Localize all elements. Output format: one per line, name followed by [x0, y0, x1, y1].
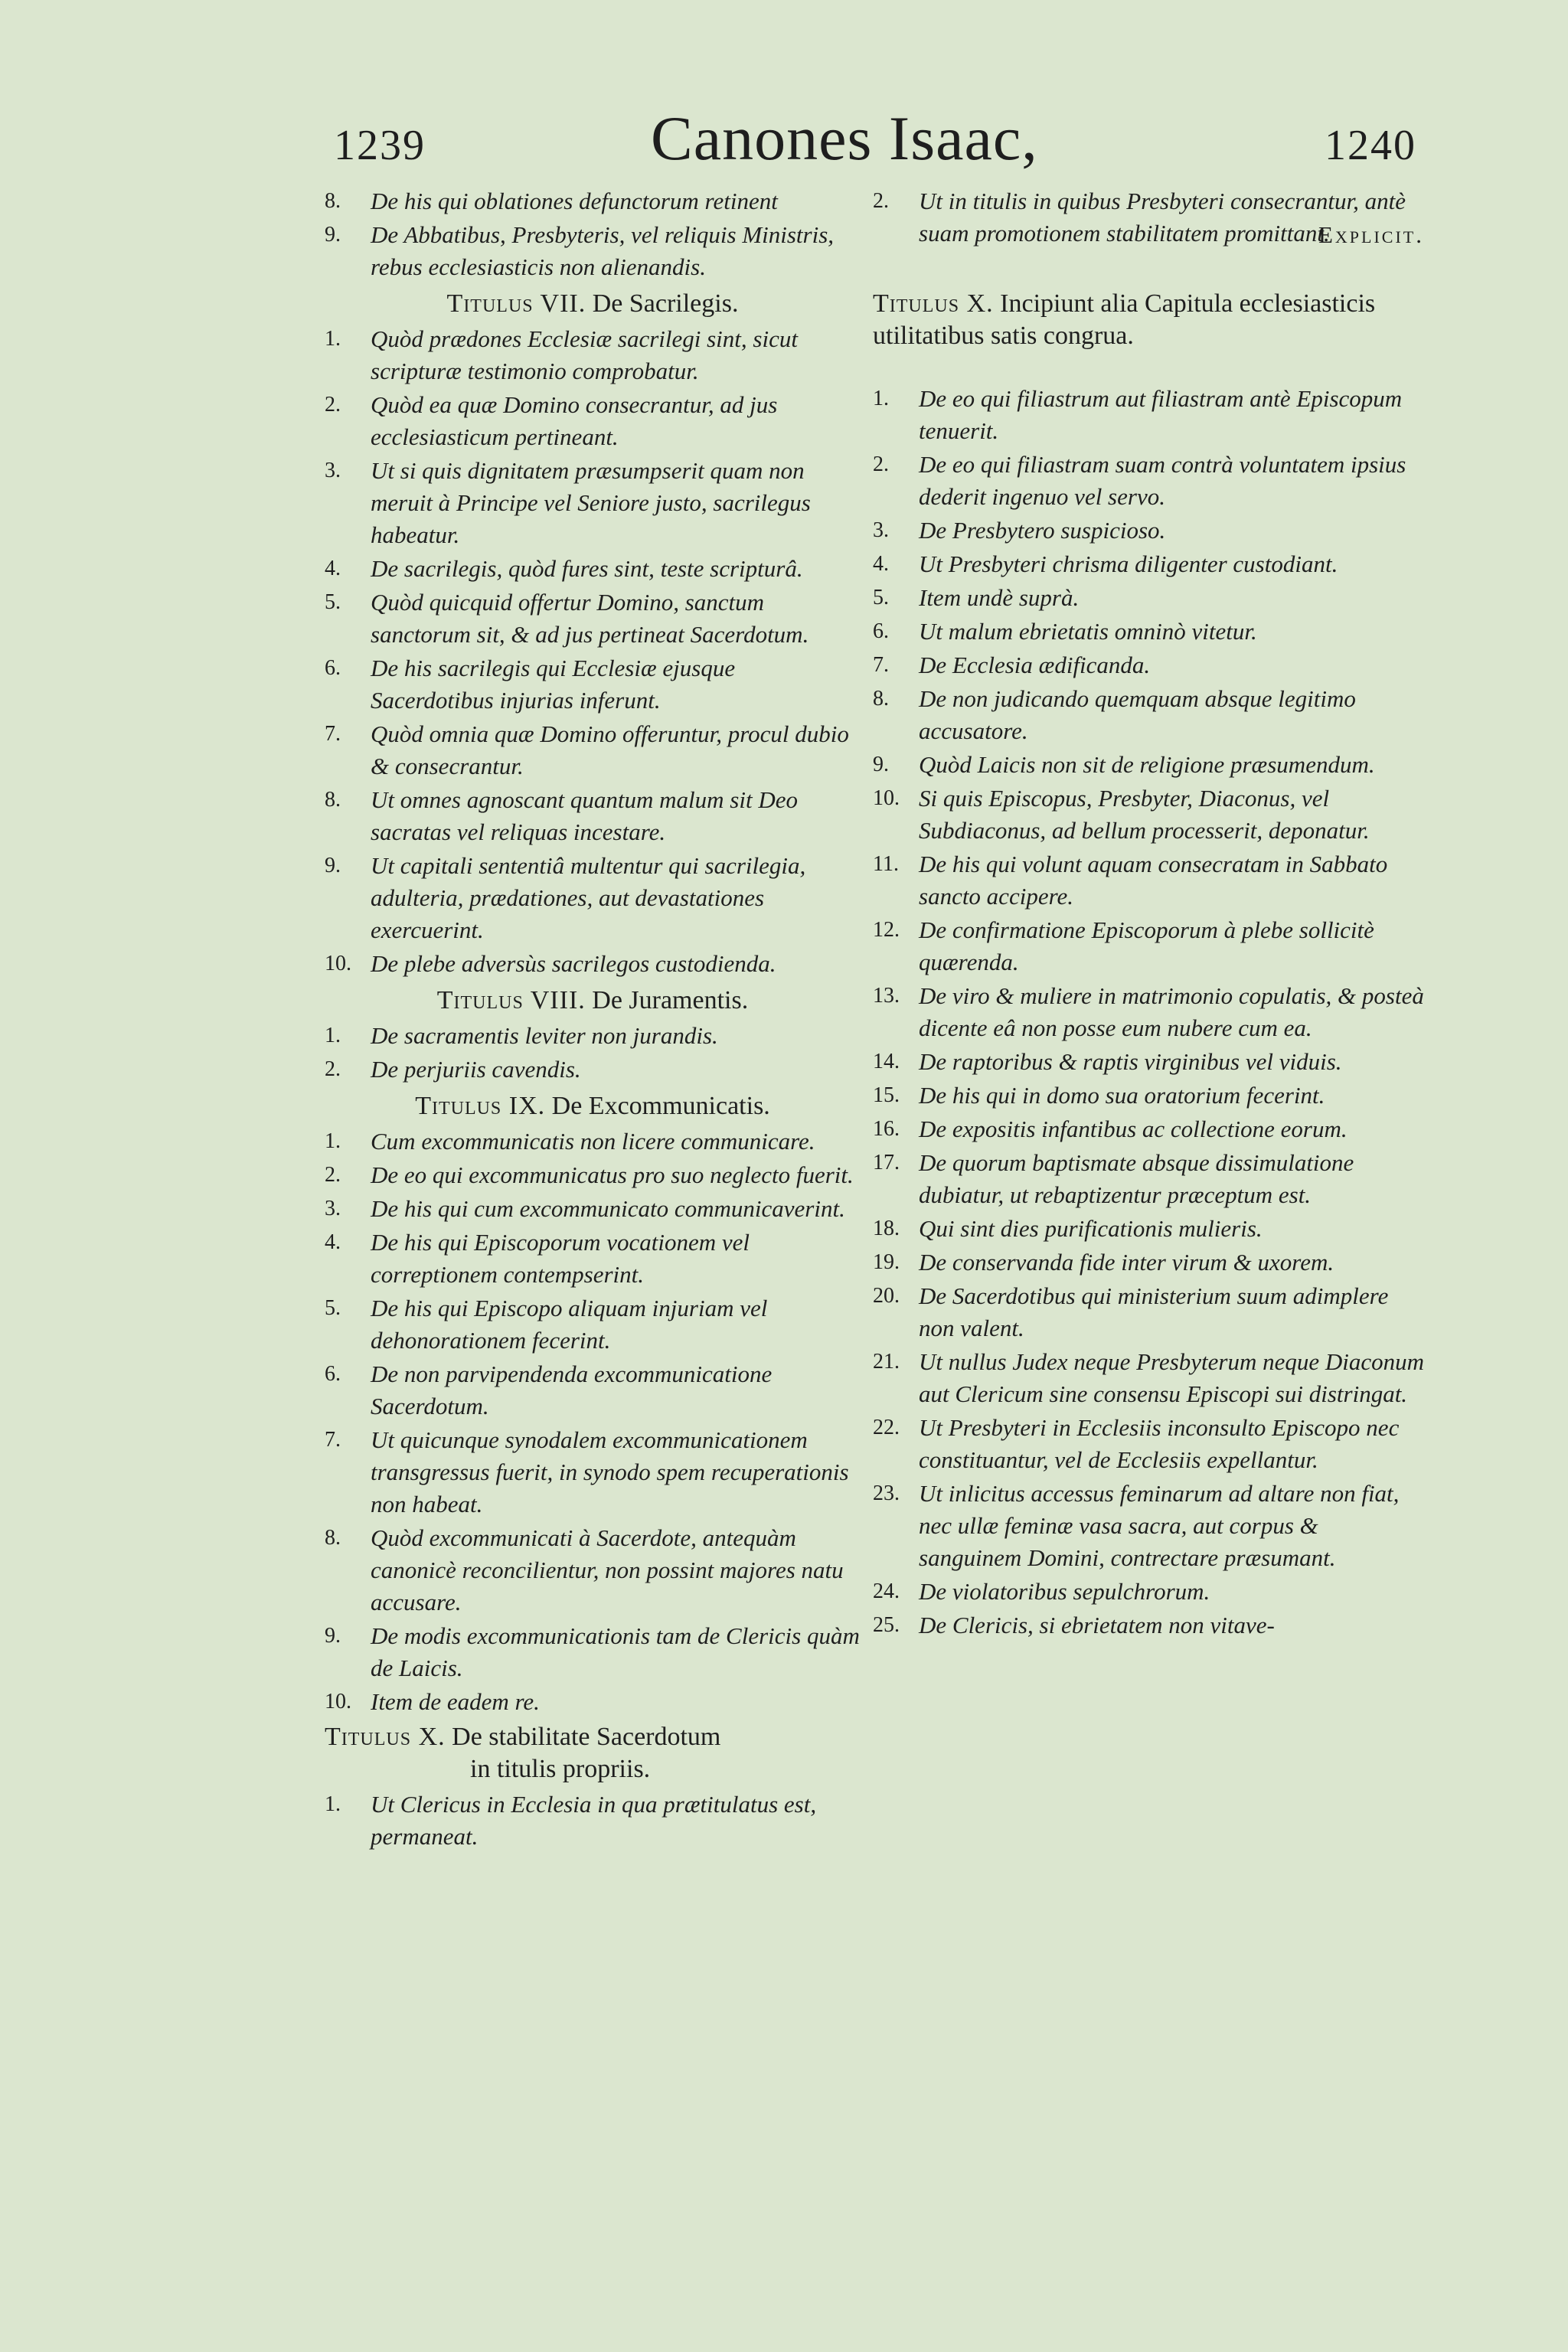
chapter-text: De Clericis, si ebrietatem non vitave- — [919, 1612, 1275, 1638]
chapter-entry — [873, 1609, 1424, 1642]
chapter-number: 16. — [873, 1117, 900, 1141]
chapter-number: 13. — [873, 984, 900, 1008]
chapter-number: 1. — [325, 1792, 341, 1816]
chapter-entry — [873, 1280, 1424, 1344]
section-heading: Titulus VIII. De Juramentis. — [436, 986, 749, 1014]
section-heading: Titulus X. Incipiunt alia Capitula ecclesiasticis utilitatibus satis congrua. — [873, 289, 1376, 350]
chapter-text: De sacramentis leviter non jurandis. — [371, 1022, 718, 1049]
chapter-number: 5. — [325, 1296, 341, 1320]
chapter-text: Ut capitali sententiâ multentur qui sacrilegia, adulteria, prædationes, aut devastationes exercuerint. — [371, 852, 806, 943]
chapter-text: De modis excommunicationis tam de Clericis quàm de Laicis. — [371, 1622, 860, 1681]
chapter-text: De quorum baptismate absque dissimulatione dubiatur, ut rebaptizentur præceptum est. — [919, 1149, 1354, 1208]
chapter-entry — [325, 219, 861, 283]
chapter-text: Ut inlicitus accessus feminarum ad altare non fiat, nec ullæ feminæ vasa sacra, aut corpus & sanguinem Domini, contrectare præsumant. — [919, 1480, 1400, 1571]
chapter-list — [325, 1020, 861, 1086]
chapter-number: 2. — [325, 1163, 341, 1187]
chapter-text: De eo qui excommunicatus pro suo neglecto fuerit. — [371, 1161, 854, 1188]
chapter-entry — [873, 1080, 1424, 1112]
left-column — [325, 185, 861, 1854]
chapter-entry — [873, 1478, 1424, 1574]
chapter-text: De expositis infantibus ac collectione eorum. — [919, 1116, 1348, 1142]
chapter-text: De his sacrilegis qui Ecclesiæ ejusque Sacerdotibus injurias inferunt. — [371, 655, 736, 714]
chapter-text: De conservanda fide inter virum & uxorem. — [919, 1249, 1334, 1276]
chapter-number: 2. — [873, 452, 889, 476]
chapter-text: Ut Clericus in Ecclesia in qua prætitulatus est, permaneat. — [371, 1791, 817, 1850]
chapter-number: 3. — [325, 1197, 341, 1220]
chapter-entry — [325, 948, 861, 980]
chapter-list — [325, 185, 861, 283]
chapter-entry — [325, 323, 861, 387]
chapter-text: De his qui Episcopo aliquam injuriam vel dehonorationem fecerint. — [371, 1295, 768, 1354]
chapter-text: De Presbytero suspicioso. — [919, 517, 1166, 544]
chapter-entry — [325, 1788, 861, 1853]
chapter-number: 21. — [873, 1350, 900, 1374]
chapter-text: Quòd Laicis non sit de religione præsumendum. — [919, 751, 1375, 778]
chapter-number: 9. — [325, 1624, 341, 1648]
chapter-number: 7. — [873, 653, 889, 677]
chapter-number: 1. — [325, 1024, 341, 1047]
chapter-entry — [873, 582, 1424, 614]
chapter-number: 11. — [873, 852, 899, 876]
page-header — [0, 103, 1568, 176]
chapter-entry — [873, 616, 1424, 648]
chapter-number: 23. — [873, 1481, 900, 1505]
chapter-entry — [873, 1246, 1424, 1279]
chapter-entry — [873, 449, 1424, 513]
chapter-number: 2. — [325, 1057, 341, 1081]
chapter-entry — [325, 1292, 861, 1357]
chapter-number: 6. — [325, 656, 341, 680]
chapter-list — [325, 1788, 861, 1853]
chapter-text: Si quis Episcopus, Presbyter, Diaconus, vel Subdiaconus, ad bellum processerit, deponatur. — [919, 785, 1370, 844]
chapter-entry — [325, 1522, 861, 1619]
chapter-text: Quòd excommunicati à Sacerdote, antequàm canonicè reconcilientur, non possint majores natu accusare. — [371, 1524, 844, 1615]
chapter-entry — [873, 782, 1424, 847]
chapter-entry — [873, 1576, 1424, 1608]
chapter-number: 4. — [325, 557, 341, 580]
chapter-text: De non parvipendenda excommunicatione Sacerdotum. — [371, 1361, 773, 1419]
chapter-number: 17. — [873, 1151, 900, 1174]
chapter-number: 12. — [873, 918, 900, 942]
chapter-text: Ut in titulis in quibus Presbyteri consecrantur, antè suam promotionem stabilitatem promittant. — [919, 188, 1406, 247]
chapter-list — [873, 185, 1424, 250]
chapter-text: De Ecclesia ædificanda. — [919, 652, 1151, 678]
chapter-list — [325, 1125, 861, 1718]
chapter-number: 8. — [325, 1526, 341, 1550]
chapter-entry — [325, 1020, 861, 1052]
chapter-entry — [325, 1159, 861, 1191]
chapter-number: 7. — [325, 1428, 341, 1452]
chapter-number: 6. — [873, 619, 889, 643]
chapter-entry — [873, 1346, 1424, 1410]
chapter-number: 15. — [873, 1083, 900, 1107]
chapter-text: Qui sint dies purificationis mulieris. — [919, 1215, 1263, 1242]
chapter-entry — [873, 185, 1424, 250]
left-page-number: 1239 — [334, 122, 426, 169]
chapter-number: 4. — [325, 1230, 341, 1254]
chapter-text: De his qui oblationes defunctorum retinent — [371, 188, 778, 214]
chapter-text: De sacrilegis, quòd fures sint, teste scripturâ. — [371, 555, 803, 582]
chapter-number: 4. — [873, 552, 889, 576]
chapter-text: De his qui Episcoporum vocationem vel correptionem contempserint. — [371, 1229, 750, 1288]
chapter-entry — [325, 185, 861, 217]
chapter-entry — [325, 850, 861, 946]
chapter-text: De non judicando quemquam absque legitimo accusatore. — [919, 685, 1356, 744]
chapter-entry — [325, 586, 861, 651]
section-heading: Titulus X. De stabilitate Sacerdotum in titulis propriis. — [325, 1723, 721, 1783]
chapter-text: Quòd omnia quæ Domino offeruntur, procul dubio & consecrantur. — [371, 720, 849, 779]
chapter-number: 10. — [325, 952, 351, 975]
chapter-number: 9. — [873, 753, 889, 776]
chapter-entry — [873, 1046, 1424, 1078]
chapter-number: 1. — [873, 387, 889, 410]
chapter-text: De his qui volunt aquam consecratam in Sabbato sancto accipere. — [919, 851, 1388, 910]
chapter-entry — [873, 914, 1424, 978]
chapter-text: Item de eadem re. — [371, 1688, 540, 1715]
chapter-number: 18. — [873, 1217, 900, 1240]
chapter-text: De his qui in domo sua oratorium fecerint. — [919, 1082, 1325, 1109]
chapter-number: 3. — [325, 459, 341, 482]
chapter-text: Item undè suprà. — [919, 584, 1080, 611]
chapter-list — [325, 323, 861, 980]
chapter-number: 19. — [873, 1250, 900, 1274]
chapter-entry — [873, 383, 1424, 447]
chapter-text: Quòd quicquid offertur Domino, sanctum sanctorum sit, & ad jus pertineat Sacerdotum. — [371, 589, 809, 648]
chapter-number: 14. — [873, 1050, 900, 1073]
chapter-text: De Sacerdotibus qui ministerium suum adimplere non valent. — [919, 1282, 1389, 1341]
section-heading: Titulus IX. De Excommunicatis. — [415, 1092, 770, 1120]
chapter-entry — [325, 718, 861, 782]
chapter-entry — [325, 1620, 861, 1684]
chapter-text: De confirmatione Episcoporum à plebe sollicitè quærenda. — [919, 916, 1374, 975]
chapter-entry — [325, 652, 861, 717]
chapter-entry — [873, 1147, 1424, 1211]
chapter-number: 22. — [873, 1416, 900, 1439]
chapter-list — [873, 383, 1424, 1642]
chapter-entry — [325, 1686, 861, 1718]
chapter-text: Quòd prædones Ecclesiæ sacrilegi sint, sicut scripturæ testimonio comprobatur. — [371, 325, 798, 384]
chapter-number: 9. — [325, 854, 341, 877]
chapter-text: De eo qui filiastrum aut filiastram antè Episcopum tenuerit. — [919, 385, 1403, 444]
page-title: Canones Isaac, — [651, 103, 1038, 173]
chapter-text: De Abbatibus, Presbyteris, vel reliquis Ministris, rebus ecclesiasticis non alienandis. — [371, 221, 835, 280]
chapter-entry — [873, 749, 1424, 781]
chapter-number: 10. — [873, 786, 900, 810]
chapter-entry — [873, 683, 1424, 747]
chapter-text: Ut nullus Judex neque Presbyterum neque Diaconum aut Clericum sine consensu Episcopi sui distringat. — [919, 1348, 1425, 1407]
chapter-entry — [325, 553, 861, 585]
chapter-number: 1. — [325, 1129, 341, 1153]
chapter-entry — [873, 649, 1424, 681]
chapter-number: 6. — [325, 1362, 341, 1386]
chapter-number: 2. — [325, 393, 341, 416]
chapter-text: De eo qui filiastram suam contrà voluntatem ipsius dederit ingenuo vel servo. — [919, 451, 1406, 510]
chapter-number: 2. — [873, 189, 889, 213]
chapter-entry — [873, 548, 1424, 580]
chapter-entry — [873, 848, 1424, 913]
chapter-text: Quòd ea quæ Domino consecrantur, ad jus ecclesiasticum pertineant. — [371, 391, 778, 450]
chapter-text: De viro & muliere in matrimonio copulatis, & posteà dicente eâ non posse eum nubere cum ea. — [919, 982, 1424, 1041]
chapter-number: 8. — [325, 788, 341, 812]
chapter-entry — [325, 784, 861, 848]
chapter-number: 7. — [325, 722, 341, 746]
chapter-text: Ut omnes agnoscant quantum malum sit Deo sacratas vel reliquas incestare. — [371, 786, 798, 845]
chapter-number: 1. — [325, 327, 341, 351]
chapter-number: 9. — [325, 223, 341, 247]
chapter-number: 10. — [325, 1690, 351, 1713]
chapter-entry — [325, 1193, 861, 1225]
chapter-text: De violatoribus sepulchrorum. — [919, 1578, 1210, 1605]
chapter-entry — [873, 980, 1424, 1044]
chapter-entry — [325, 1125, 861, 1158]
chapter-text: Ut Presbyteri chrisma diligenter custodiant. — [919, 550, 1338, 577]
chapter-entry — [325, 1054, 861, 1086]
chapter-text: De raptoribus & raptis virginibus vel viduis. — [919, 1048, 1342, 1075]
chapter-number: 24. — [873, 1579, 900, 1603]
chapter-number: 25. — [873, 1613, 900, 1637]
chapter-text: Ut malum ebrietatis omninò vitetur. — [919, 618, 1257, 645]
chapter-text: De plebe adversùs sacrilegos custodienda. — [371, 950, 776, 977]
chapter-text: Ut Presbyteri in Ecclesiis inconsulto Episcopo nec constituantur, vel de Ecclesiis expellantur. — [919, 1414, 1400, 1473]
chapter-number: 8. — [325, 189, 341, 213]
chapter-entry — [873, 514, 1424, 547]
chapter-entry — [325, 389, 861, 453]
chapter-text: De his qui cum excommunicato communicaverint. — [371, 1195, 845, 1222]
right-page-number: 1240 — [1325, 122, 1416, 169]
chapter-entry — [325, 1424, 861, 1521]
chapter-text: Ut quicunque synodalem excommunicationem transgressus fuerit, in synodo spem recuperationis non habeat. — [371, 1426, 849, 1517]
chapter-entry — [325, 455, 861, 551]
chapter-number: 3. — [873, 518, 889, 542]
chapter-entry — [873, 1213, 1424, 1245]
chapter-entry — [325, 1358, 861, 1423]
chapter-number: 20. — [873, 1284, 900, 1308]
right-column — [873, 185, 1424, 1643]
chapter-number: 5. — [873, 586, 889, 609]
chapter-text: Ut si quis dignitatem præsumpserit quam non meruit à Principe vel Seniore justo, sacrilegus habeatur. — [371, 457, 811, 548]
section-heading: Titulus VII. De Sacrilegis. — [446, 289, 739, 318]
chapter-text: Cum excommunicatis non licere communicare. — [371, 1128, 815, 1155]
chapter-number: 5. — [325, 590, 341, 614]
chapter-text: De perjuriis cavendis. — [371, 1056, 581, 1083]
explicit-label: Explicit. — [1318, 221, 1424, 248]
chapter-number: 8. — [873, 687, 889, 710]
chapter-entry — [873, 1113, 1424, 1145]
chapter-entry — [325, 1227, 861, 1291]
chapter-entry — [873, 1412, 1424, 1476]
